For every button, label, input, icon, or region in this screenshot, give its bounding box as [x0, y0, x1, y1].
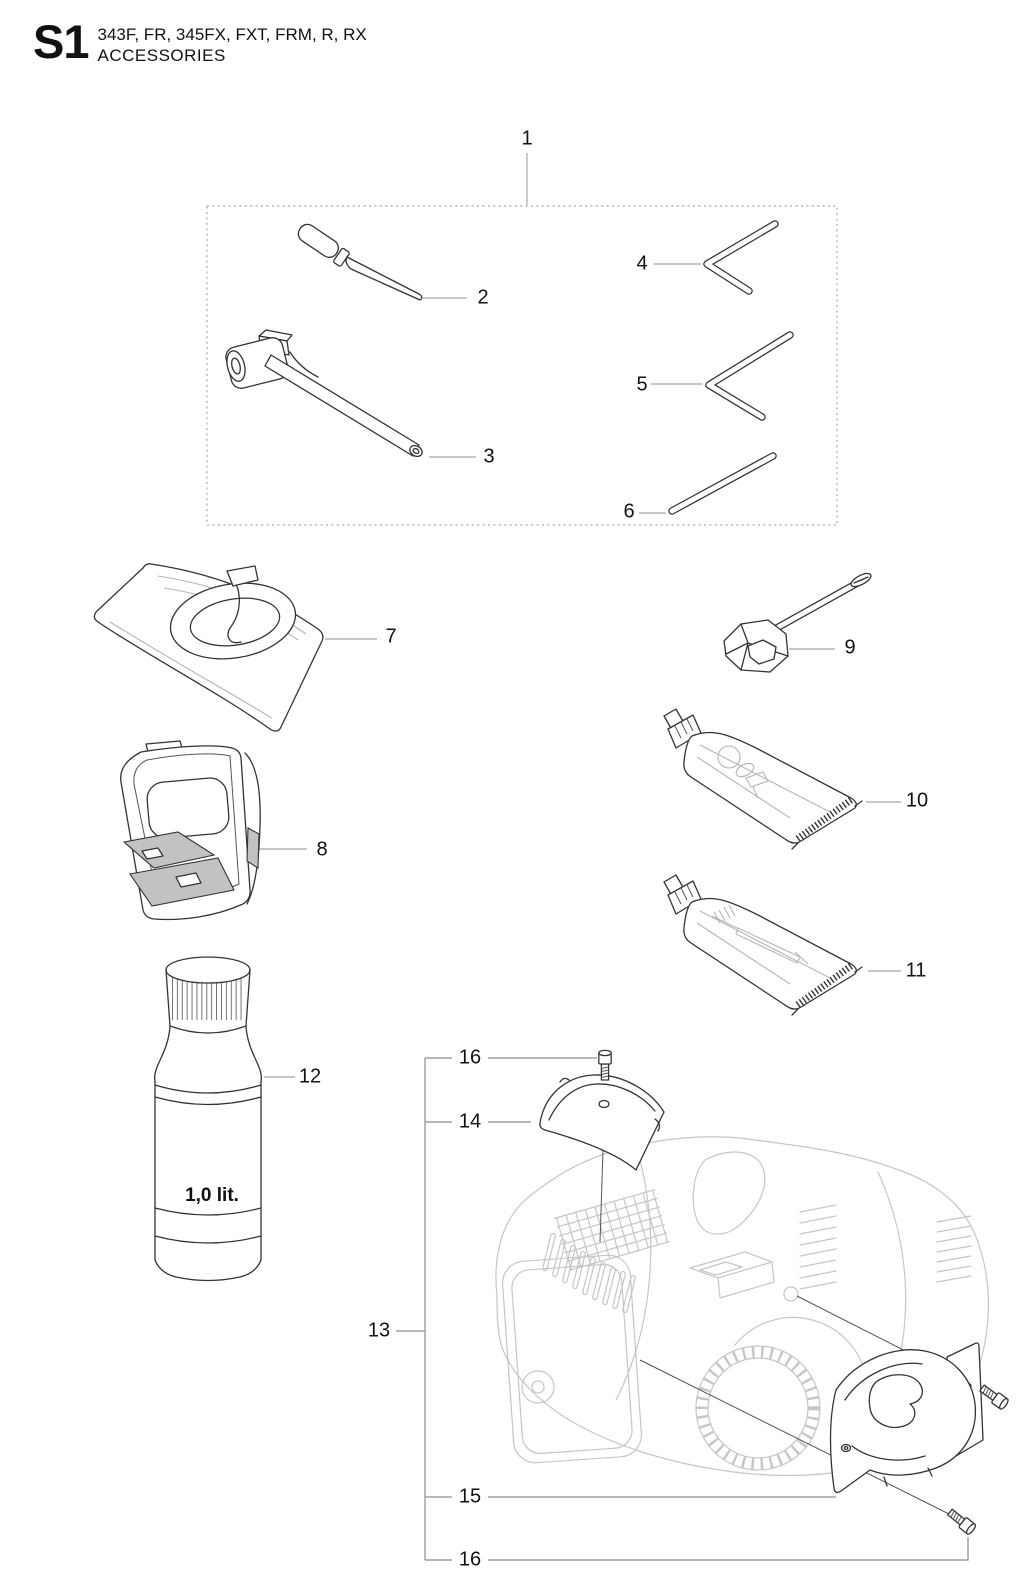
callout-5: 5 — [636, 373, 648, 396]
callout-15: 15 — [458, 1485, 482, 1508]
muffler — [121, 741, 261, 919]
callout-1: 1 — [521, 127, 533, 150]
page-title: ACCESSORIES — [97, 46, 226, 65]
callout-4: 4 — [636, 252, 648, 275]
clutch-guard-cover — [831, 1343, 984, 1492]
cylinder-cover — [540, 1075, 664, 1170]
grease-tube-b — [664, 875, 862, 1015]
callout-12: 12 — [298, 1065, 322, 1088]
callout-6: 6 — [623, 500, 635, 523]
callout-7: 7 — [385, 625, 397, 648]
bracket-lines — [396, 1058, 968, 1560]
callout-16-top: 16 — [458, 1046, 482, 1069]
callout-3: 3 — [483, 445, 495, 468]
callout-10: 10 — [905, 789, 929, 812]
hex-key-small — [707, 224, 775, 291]
page-header — [33, 15, 367, 68]
screw-side — [978, 1383, 1009, 1410]
model-list: 343F, FR, 345FX, FXT, FRM, R, RX — [97, 25, 367, 44]
bottle-capacity-label: 1,0 lit. — [185, 1185, 239, 1206]
callout-13: 13 — [367, 1319, 391, 1342]
callout-9: 9 — [844, 636, 856, 659]
socket-wrench — [224, 330, 424, 459]
oil-bottle — [155, 957, 262, 1281]
section-code: S1 — [33, 15, 89, 68]
callout-2: 2 — [477, 286, 489, 309]
grease-tube-a — [664, 709, 862, 849]
tool-pouch — [94, 564, 323, 731]
callout-11: 11 — [905, 959, 927, 982]
callout-8: 8 — [316, 838, 328, 861]
hex-key-large — [709, 335, 790, 417]
pin-rod — [672, 456, 773, 511]
callout-16-bottom: 16 — [458, 1548, 482, 1571]
screw-bottom — [946, 1507, 977, 1535]
file-tool — [295, 221, 422, 300]
callout-14: 14 — [458, 1110, 482, 1133]
